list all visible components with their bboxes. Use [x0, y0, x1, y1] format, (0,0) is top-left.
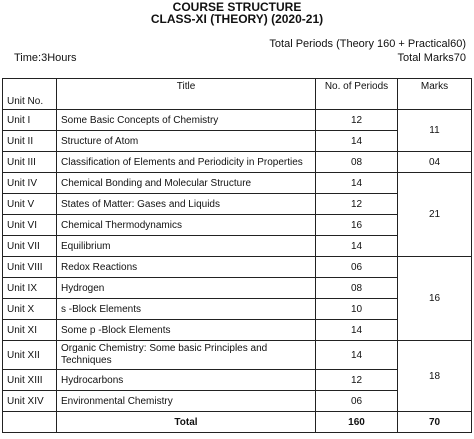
title-cell: s -Block Elements — [57, 299, 316, 320]
unit-cell: Unit V — [3, 194, 57, 215]
course-structure-table — [2, 78, 472, 433]
column-header-unit: Unit No. — [3, 79, 57, 110]
title-cell: Equilibrium — [57, 236, 316, 257]
periods-cell: 10 — [316, 299, 398, 320]
table-row — [3, 173, 472, 194]
total-periods: 160 — [316, 412, 398, 433]
title-cell: Redox Reactions — [57, 257, 316, 278]
unit-cell: Unit II — [3, 131, 57, 152]
marks-cell: 11 — [398, 110, 472, 152]
title-cell: Environmental Chemistry — [57, 391, 316, 412]
periods-cell: 12 — [316, 110, 398, 131]
page-title: COURSE STRUCTURE — [172, 0, 302, 14]
column-header-periods: No. of Periods — [316, 79, 398, 110]
table-row — [3, 341, 472, 370]
time-text: Time:3Hours — [14, 52, 77, 64]
total-row — [3, 412, 472, 433]
column-header-title: Title — [57, 79, 316, 110]
title-cell: Hydrogen — [57, 278, 316, 299]
marks-cell: 21 — [398, 173, 472, 257]
table-row — [3, 152, 472, 173]
unit-cell: Unit VIII — [3, 257, 57, 278]
title-cell: Chemical Bonding and Molecular Structure — [57, 173, 316, 194]
unit-cell: Unit XIV — [3, 391, 57, 412]
title-cell: Classification of Elements and Periodicity in Properties — [57, 152, 316, 173]
title-cell: Some p -Block Elements — [57, 320, 316, 341]
marks-cell: 18 — [398, 341, 472, 412]
unit-cell: Unit VII — [3, 236, 57, 257]
table-row — [3, 110, 472, 131]
total-marks: 70 — [398, 412, 472, 433]
periods-cell: 16 — [316, 215, 398, 236]
title-cell: States of Matter: Gases and Liquids — [57, 194, 316, 215]
title-cell: Structure of Atom — [57, 131, 316, 152]
periods-cell: 08 — [316, 278, 398, 299]
periods-cell: 06 — [316, 257, 398, 278]
unit-cell: Unit VI — [3, 215, 57, 236]
total-marks-text: Total Marks70 — [397, 52, 466, 64]
periods-cell: 14 — [316, 173, 398, 194]
periods-cell: 12 — [316, 194, 398, 215]
title-cell: Chemical Thermodynamics — [57, 215, 316, 236]
unit-cell: Unit IX — [3, 278, 57, 299]
periods-cell: 14 — [316, 131, 398, 152]
table-row — [3, 257, 472, 278]
unit-cell: Unit XIII — [3, 370, 57, 391]
unit-cell: Unit I — [3, 110, 57, 131]
table-header-row — [3, 79, 472, 110]
page-subtitle: CLASS-XI (THEORY) (2020-21) — [150, 12, 324, 26]
title-cell: Some Basic Concepts of Chemistry — [57, 110, 316, 131]
total-unit-cell — [3, 412, 57, 433]
marks-cell: 04 — [398, 152, 472, 173]
marks-cell: 16 — [398, 257, 472, 341]
unit-cell: Unit XI — [3, 320, 57, 341]
periods-cell: 14 — [316, 236, 398, 257]
total-periods-text: Total Periods (Theory 160 + Practical60) — [269, 38, 466, 50]
periods-cell: 12 — [316, 370, 398, 391]
unit-cell: Unit X — [3, 299, 57, 320]
periods-cell: 14 — [316, 341, 398, 370]
unit-cell: Unit III — [3, 152, 57, 173]
column-header-marks: Marks — [398, 79, 472, 110]
unit-cell: Unit XII — [3, 341, 57, 370]
total-label: Total — [57, 412, 316, 433]
periods-cell: 08 — [316, 152, 398, 173]
title-cell: Hydrocarbons — [57, 370, 316, 391]
unit-cell: Unit IV — [3, 173, 57, 194]
title-cell: Organic Chemistry: Some basic Principles and Techniques — [57, 341, 316, 370]
periods-cell: 06 — [316, 391, 398, 412]
periods-cell: 14 — [316, 320, 398, 341]
